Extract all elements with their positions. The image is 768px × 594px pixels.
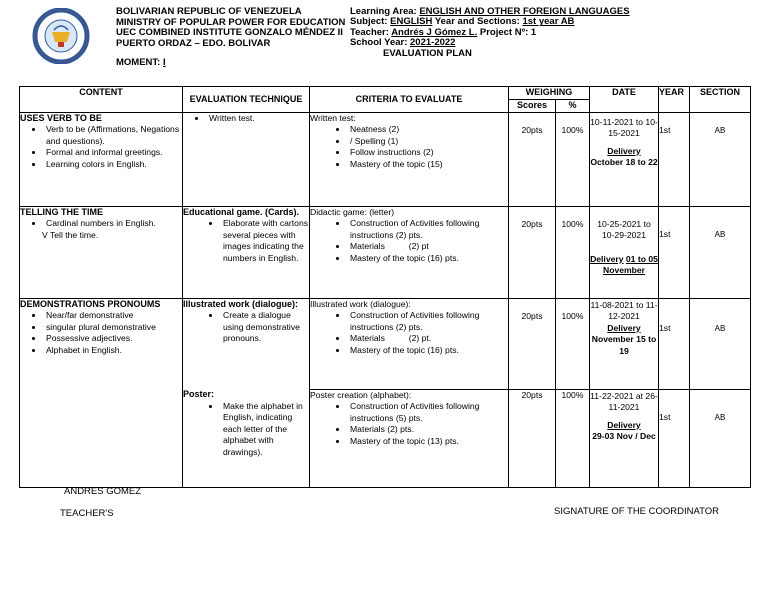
date-range: 11-22-2021 at 26-11-2021 [590, 390, 658, 413]
delivery-date: 29-03 Nov / Dec [592, 431, 656, 442]
col-header-percent: % [556, 99, 590, 112]
technique-item: • Written test. [207, 113, 309, 125]
content-title: DEMONSTRATIONS PRONOUMS [20, 298, 161, 309]
content-cell [20, 112, 183, 206]
header-line-republic: BOLIVARIAN REPUBLIC OF VENEZUELA [116, 6, 302, 17]
delivery-date: 01 to 05 November [602, 253, 658, 276]
technique-cell [183, 112, 310, 206]
criteria-item: • Mastery of the topic (16) pts. [348, 345, 508, 357]
school-logo [30, 8, 92, 64]
technique-item: • Elaborate with cartons several pieces with images indicating the numbers in English. [221, 218, 309, 264]
criteria-item: • Materials (2) pt. [348, 333, 508, 345]
date-cell [590, 389, 659, 487]
table-row [20, 298, 751, 389]
criteria-cell [310, 389, 509, 487]
moment-value: I [162, 57, 166, 68]
section-cell: AB [690, 206, 751, 298]
content-title: USES VERB TO BE [20, 112, 102, 123]
content-cell [20, 206, 183, 298]
criteria-item: • Construction of Activities following instructions (5) pts. [348, 401, 508, 424]
criteria-cell [310, 298, 509, 389]
criteria-item: • / Spelling (1) [348, 136, 508, 148]
criteria-item: • Mastery of the topic (15) [348, 159, 508, 171]
criteria-title: Written test: [310, 112, 356, 123]
criteria-cell [310, 206, 509, 298]
year-cell: 1st [659, 389, 690, 487]
year-label: Year and Sections: [432, 16, 523, 28]
table-row [20, 206, 751, 298]
content-item: • Learning colors in English. [44, 159, 182, 171]
coordinator-signature-label: SIGNATURE OF THE COORDINATOR [554, 506, 720, 517]
year-cell: 1st [659, 112, 690, 206]
teacher-label: Teacher: [350, 26, 392, 38]
score-cell: 20pts [509, 389, 556, 487]
year-value: 1st year AB [522, 16, 575, 28]
col-header-year: YEAR [659, 87, 690, 113]
score-cell: 20pts [509, 206, 556, 298]
header-line-location: PUERTO ORDAZ – EDO. BOLIVAR [116, 37, 271, 49]
criteria-item: • Materials (2) pts. [348, 424, 508, 436]
school-year-label: School Year: [350, 37, 411, 49]
criteria-title: Illustrated work (dialogue): [310, 298, 411, 309]
header-line-school: UEC COMBINED INSTITUTE GONZALO MÉNDEZ II [116, 27, 343, 39]
technique-title: Poster: [183, 389, 215, 400]
technique-item: • Make the alphabet in English, indicating each letter of the alphabet with drawings). [221, 401, 309, 459]
criteria-item: • Construction of Activities following instructions (2) pts. [348, 218, 508, 241]
col-header-technique: EVALUATION TECHNIQUE [183, 87, 310, 113]
table-row [20, 112, 751, 206]
date-cell [590, 112, 659, 206]
date-cell [590, 298, 659, 389]
teacher-value: Andrés J Gómez L. [391, 26, 478, 38]
percent-cell: 100% [556, 112, 590, 206]
criteria-title: Poster creation (alphabet): [310, 389, 412, 400]
evaluation-table [19, 86, 751, 488]
content-extra: V Tell the time. [42, 229, 99, 240]
date-cell [590, 206, 659, 298]
technique-title: Educational game. (Cards). [183, 206, 300, 217]
learning-area-value: ENGLISH AND OTHER FOREIGN LANGUAGES [419, 6, 630, 17]
plan-header [350, 7, 630, 59]
content-title: TELLING THE TIME [20, 206, 103, 217]
delivery-date: October 18 to 22 [590, 157, 658, 168]
teacher-signature-label: TEACHER'S [60, 508, 114, 519]
criteria-item: • Mastery of the topic (13) pts. [348, 436, 508, 448]
section-cell: AB [690, 389, 751, 487]
score-cell: 20pts [509, 112, 556, 206]
col-header-weighing: WEIGHING [509, 87, 590, 100]
content-item: • Verb to be (Affirmations, Negations and questions). [44, 124, 182, 147]
delivery-date: November 15 to 19 [591, 334, 657, 356]
col-header-date: DATE [590, 87, 659, 113]
subject-label: Subject: [350, 16, 391, 28]
col-header-criteria: CRITERIA TO EVALUATE [310, 87, 509, 113]
content-item: • Alphabet in English. [44, 345, 182, 357]
learning-area-label: Learning Area: [350, 6, 420, 17]
technique-cell [183, 389, 310, 487]
date-range: 11-08-2021 to 11-12-2021 [590, 299, 658, 322]
percent-cell: 100% [556, 298, 590, 389]
criteria-item: • Neatness (2) [348, 124, 508, 136]
criteria-item: • Construction of Activities following instructions (2) pts. [348, 310, 508, 333]
content-item: • Near/far demonstrative [44, 310, 182, 322]
content-cell [20, 298, 183, 487]
col-header-scores: Scores [509, 99, 556, 112]
technique-cell [183, 298, 310, 389]
delivery-label: Delivery [607, 145, 641, 156]
criteria-cell [310, 112, 509, 206]
delivery-label: Delivery [590, 253, 624, 264]
col-header-content: CONTENT [20, 87, 183, 113]
institution-header [116, 7, 345, 49]
date-range: 10-11-2021 to 10-15-2021 [590, 116, 658, 139]
criteria-item: • Follow instructions (2) [348, 147, 508, 159]
date-range: 10-25-2021 to 10-29-2021 [597, 218, 651, 241]
delivery-label: Delivery [607, 419, 641, 430]
criteria-item: • Materials (2) pt [348, 241, 508, 253]
plan-title: EVALUATION PLAN [383, 47, 472, 59]
project-number: Project Nº: 1 [477, 26, 537, 38]
technique-title: Illustrated work (dialogue): [183, 298, 299, 309]
criteria-title: Didactic game: (letter) [310, 206, 395, 217]
moment-label: MOMENT: [116, 57, 163, 68]
content-item: • Formal and informal greetings. [44, 147, 182, 159]
percent-cell: 100% [556, 389, 590, 487]
criteria-item: • Mastery of the topic (16) pts. [348, 253, 508, 265]
header-line-ministry: MINISTRY OF POPULAR POWER FOR EDUCATION [116, 16, 346, 28]
moment-line [116, 57, 166, 68]
delivery-label: Delivery [607, 322, 641, 333]
content-item: • Possessive adjectives. [44, 333, 182, 345]
year-cell: 1st [659, 298, 690, 389]
school-year-value: 2021-2022 [410, 37, 456, 49]
score-cell: 20pts [509, 298, 556, 389]
percent-cell: 100% [556, 206, 590, 298]
technique-cell [183, 206, 310, 298]
year-cell: 1st [659, 206, 690, 298]
subject-value: ENGLISH [390, 16, 433, 28]
technique-item: • Create a dialogue using demonstrative pronouns. [221, 310, 309, 345]
content-item: • Cardinal numbers in English. [44, 218, 182, 230]
content-item: • singular plural demonstrative [44, 322, 182, 334]
section-cell: AB [690, 298, 751, 389]
section-cell: AB [690, 112, 751, 206]
teacher-name: ANDRES GOMEZ [64, 486, 142, 497]
col-header-section: SECTION [690, 87, 751, 113]
